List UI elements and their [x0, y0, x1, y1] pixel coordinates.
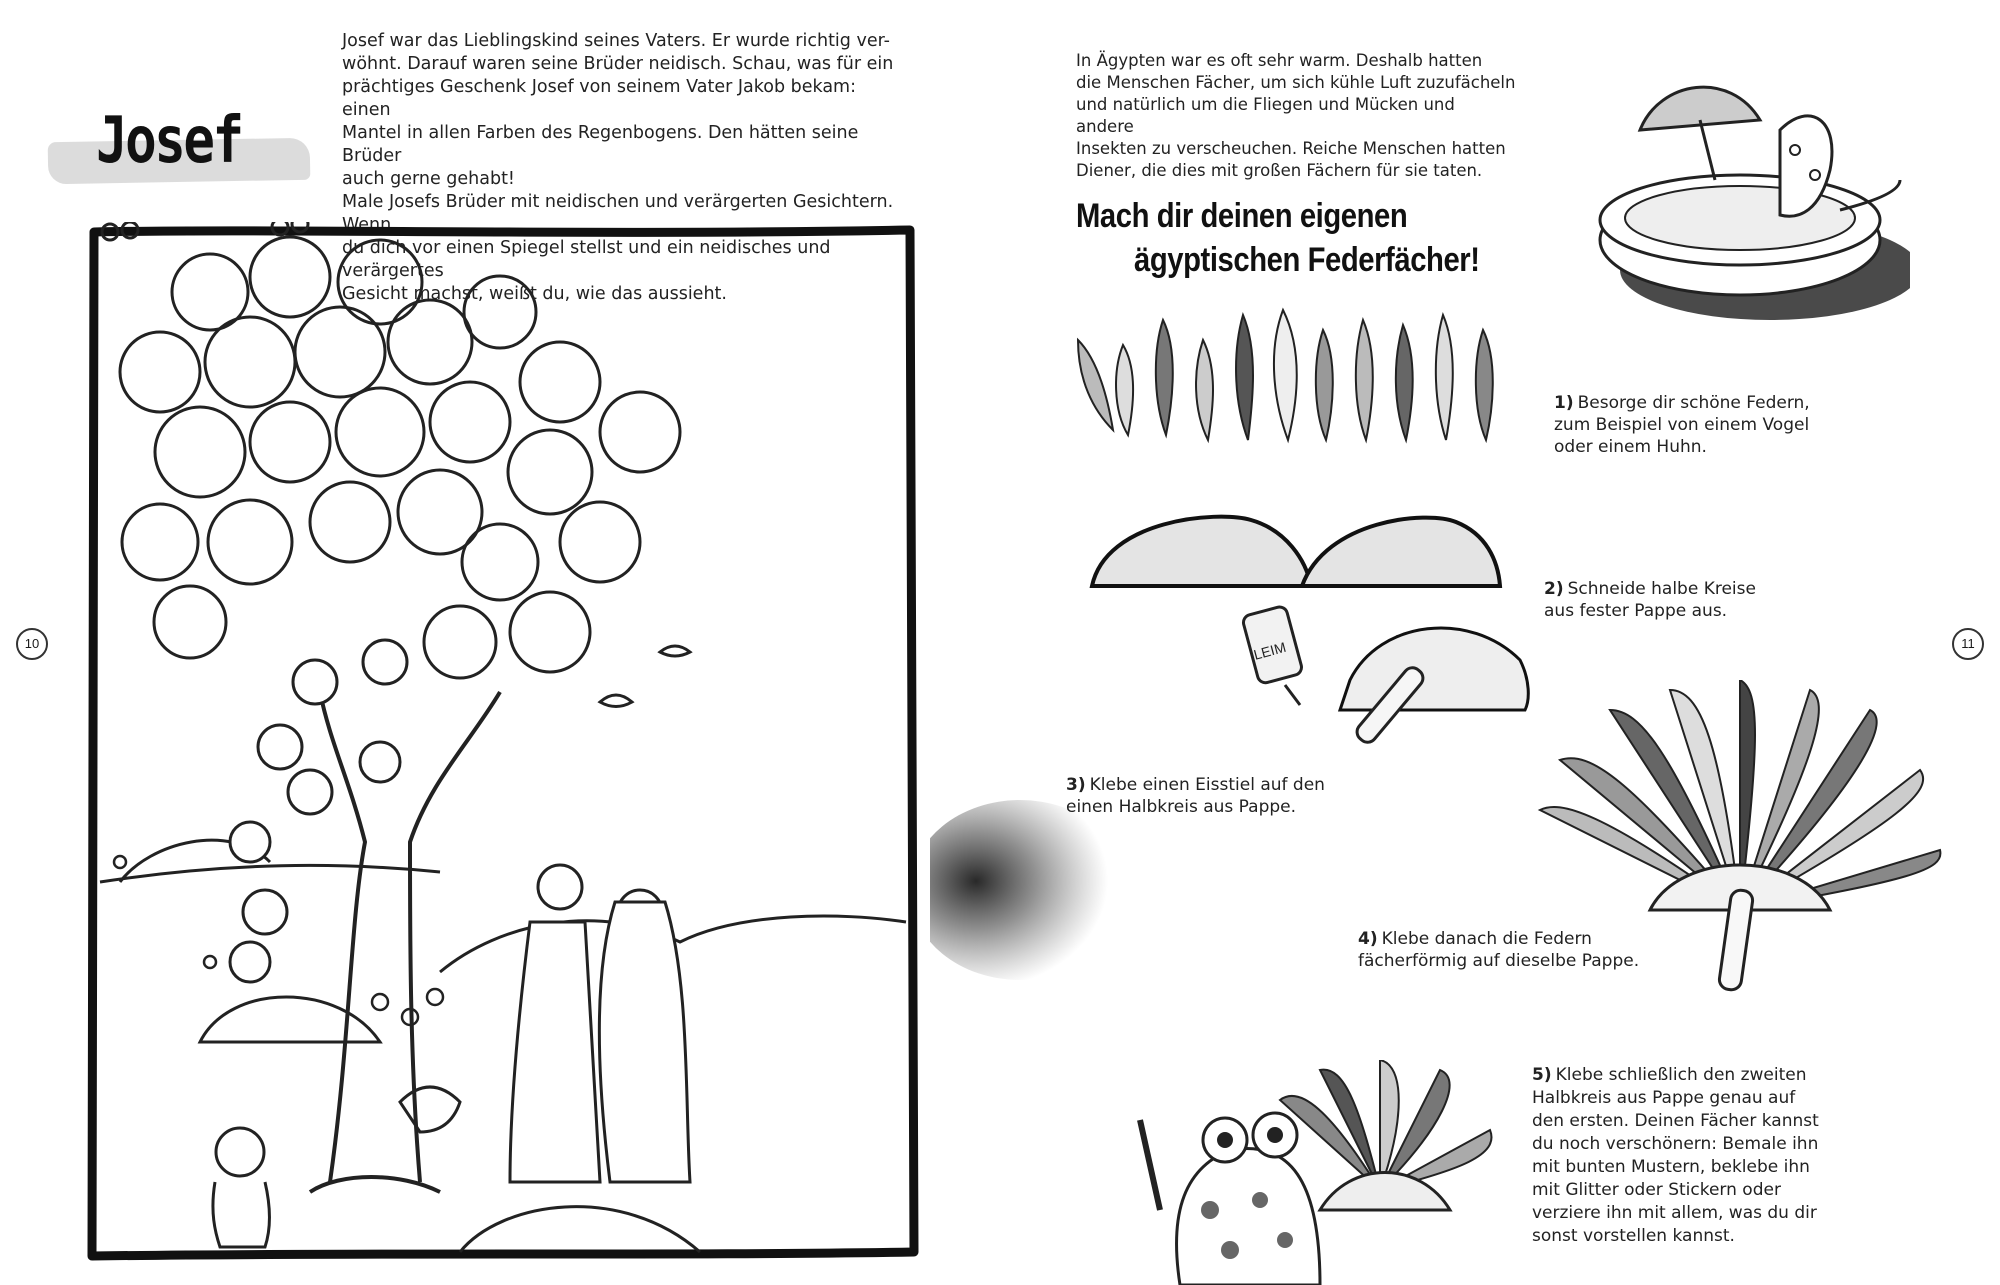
step-number: 3): [1066, 775, 1086, 795]
child-figure: [213, 1128, 270, 1247]
step-line: den ersten. Deinen Fächer kannst: [1532, 1111, 1819, 1131]
step-line: Klebe schließlich den zweiten: [1555, 1065, 1807, 1085]
step-line: Besorge dir schöne Federn,: [1577, 393, 1810, 413]
step-number: 2): [1544, 579, 1564, 599]
text-line: prächtiges Geschenk Josef von seinem Vater Jakob bekam: einen: [342, 77, 857, 120]
text-line: die Menschen Fächer, um sich kühle Luft zuzufächeln: [1076, 73, 1516, 92]
flowers: [114, 856, 443, 1025]
cardboard-half-circles: [1086, 500, 1506, 600]
step-5: [1532, 1064, 1832, 1248]
tree-trunk: [320, 692, 365, 1182]
step-line: Schneide halbe Kreise: [1567, 579, 1756, 599]
page-number-right: 11: [1952, 628, 1984, 660]
step-number: 4): [1358, 929, 1378, 949]
text-line: In Ägypten war es oft sehr warm. Deshalb hatten: [1076, 51, 1483, 70]
step-line: Klebe danach die Federn: [1381, 929, 1592, 949]
chicken: [400, 1087, 460, 1132]
step-line: einen Halbkreis aus Pappe.: [1066, 797, 1297, 817]
step-line: Halbkreis aus Pappe genau auf: [1532, 1088, 1796, 1108]
craft-heading-line2: ägyptischen Federfächer!: [1134, 241, 1480, 279]
josef-and-jakob: [510, 865, 690, 1182]
step-line: zum Beispiel von einem Vogel: [1554, 415, 1810, 435]
tree-trunk: [410, 692, 500, 1182]
text-line: Insekten zu verscheuchen. Reiche Menschen hatten: [1076, 139, 1506, 158]
text-line: und natürlich um die Fliegen und Mücken und andere: [1076, 95, 1455, 136]
glue-label: LEIM: [1251, 638, 1288, 663]
glue-and-stick-illustration: [1230, 600, 1550, 760]
step-line: mit Glitter oder Stickern oder: [1532, 1180, 1781, 1200]
coloring-illustration: [80, 222, 920, 1262]
text-line: Male Josefs Brüder mit neidischen und verärgerten Gesichtern. Wenn: [342, 192, 894, 235]
text-line: du dich vor einen Spiegel stellst und ein neidisches und verärgertes: [342, 238, 831, 281]
step-3: [1066, 774, 1326, 818]
intro-text-egypt: [1076, 50, 1516, 182]
step-line: du noch verschönern: Bemale ihn: [1532, 1134, 1819, 1154]
craft-heading-line1: Mach dir deinen eigenen: [1076, 197, 1408, 235]
text-line: Gesicht machst, weißt du, wie das aussieht.: [342, 284, 727, 304]
step-line: fächerförmig auf dieselbe Pappe.: [1358, 951, 1640, 971]
step-line: oder einem Huhn.: [1554, 437, 1707, 457]
page-number-left: 10: [16, 628, 48, 660]
step-2: [1544, 578, 1804, 622]
text-line: auch gerne gehabt!: [342, 169, 515, 189]
page-title: Josef: [96, 104, 242, 178]
frog-in-pool-illustration: [1580, 40, 1910, 330]
tree-foliage: [120, 237, 680, 678]
birds: [102, 222, 690, 707]
step-line: verziere ihn mit allem, was du dir: [1532, 1203, 1817, 1223]
step-number: 5): [1532, 1065, 1552, 1085]
step-line: mit bunten Mustern, beklebe ihn: [1532, 1157, 1810, 1177]
step-1: [1554, 392, 1814, 458]
brothers-in-tree: [230, 640, 407, 982]
hill-line: [100, 865, 440, 882]
frog-with-fan-illustration: [1120, 1060, 1500, 1285]
rock: [460, 1207, 700, 1252]
text-line: wöhnt. Darauf waren seine Brüder neidisch. Schau, was für ein: [342, 54, 894, 74]
picture-frame: [92, 230, 914, 1256]
text-line: Diener, die dies mit großen Fächern für sie taten.: [1076, 161, 1483, 180]
step-line: sonst vorstellen kannst.: [1532, 1226, 1735, 1246]
step-number: 1): [1554, 393, 1574, 413]
step-line: Klebe einen Eisstiel auf den: [1089, 775, 1325, 795]
feathers-illustration: [1068, 300, 1508, 450]
text-line: Josef war das Lieblingskind seines Vaters. Er wurde richtig ver-: [342, 31, 890, 51]
step-4: [1358, 928, 1688, 972]
rock: [200, 997, 380, 1042]
text-line: Mantel in allen Farben des Regenbogens. Den hätten seine Brüder: [342, 123, 859, 166]
step-line: aus fester Pappe aus.: [1544, 601, 1728, 621]
